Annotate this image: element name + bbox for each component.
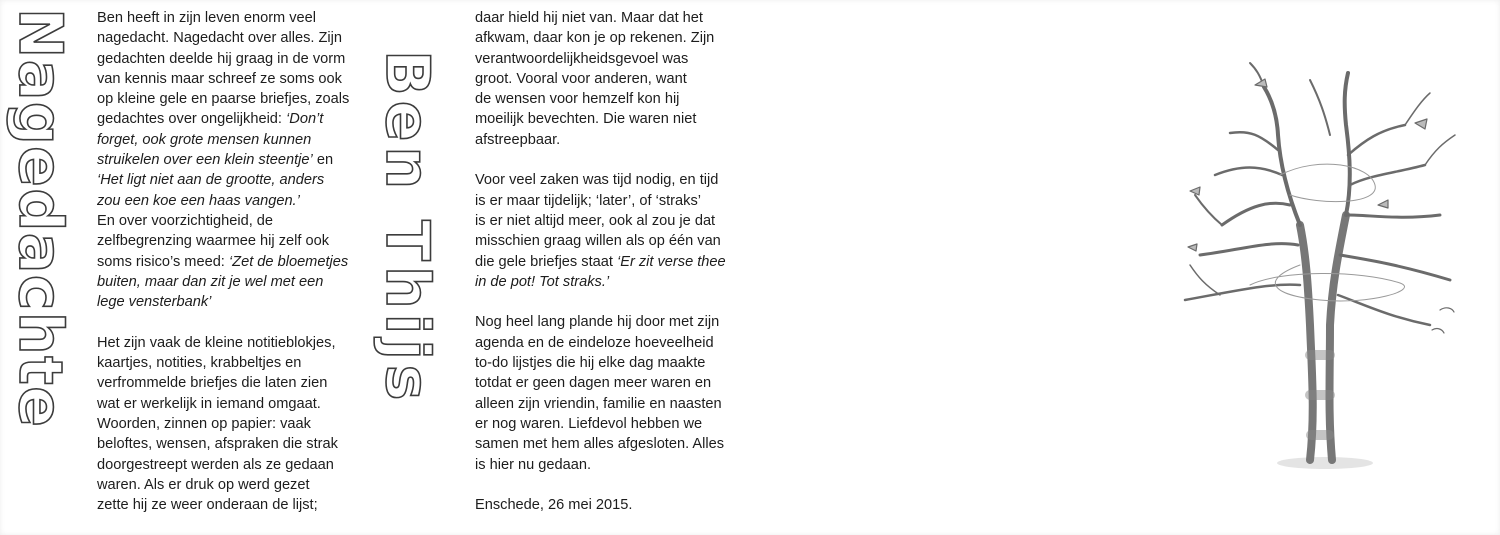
text-column-middle [475, 8, 726, 515]
vertical-title-name: Ben Thijs [372, 50, 442, 406]
paragraph-5: Nog heel lang plande hij door met zijn agenda en de eindeloze hoeveelheid to-do lijstjes die hij elke dag maakte totdat er geen dagen meer waren en alleen zijn vriendin, familie en naasten er nog waren. Liefdevol hebben we samen met hem alles afgesloten. Alles is hier nu gedaan. [475, 314, 725, 473]
text-column-left [97, 8, 349, 515]
tree-drawing [1160, 55, 1480, 475]
paragraph-4: Voor veel zaken was tijd nodig, en tijd is er maar tijdelijk; ‘later’, of ‘straks’ is er niet altijd meer, ook al zou je dat misschien graag willen als op één van die gele briefjes staat ‘Er zit verse thee in de pot! Tot straks.’ [475, 172, 726, 290]
vertical-title-nagedachte: Nagedachte [5, 8, 75, 429]
place-date: Enschede, 26 mei 2015. [475, 497, 633, 514]
paragraph-1: Ben heeft in zijn leven enorm veel nagedacht. Nagedacht over alles. Zijn gedachten deelde hij graag in de vorm van kennis maar schreef ze soms ook op kleine gele en paarse briefjes, zoals gedachtes over ongelijkheid: ‘Don’t forget, ook grote mensen kunnen struikelen over een klein steentje’ en ‘Het ligt niet aan de grootte, anders zou een koe een haas vangen.’ En over voorzichtigheid, de zelfbegrenzing waarmee hij zelf ook soms risico’s meed: ‘Zet de bloemetjes buiten, maar dan zit je wel met een lege vensterbank’ [97, 10, 350, 311]
paragraph-3: daar hield hij niet van. Maar dat het afkwam, daar kon je op rekenen. Zijn verantwoordelijkheidsgevoel was groot. Vooral voor anderen, want de wensen voor hemzelf kon hij moeilijk bevechten. Die waren niet afstreepbaar. [475, 10, 715, 148]
paragraph-2: Het zijn vaak de kleine notitieblokjes, kaartjes, notities, krabbeltjes en verfrommelde briefjes die laten zien wat er werkelijk in iemand omgaat. Woorden, zinnen op papier: vaak beloftes, wensen, afspraken die strak doorgestreept werden als ze gedaan waren. Als er druk op werd gezet zette hij ze weer onderaan de lijst; [97, 334, 338, 514]
